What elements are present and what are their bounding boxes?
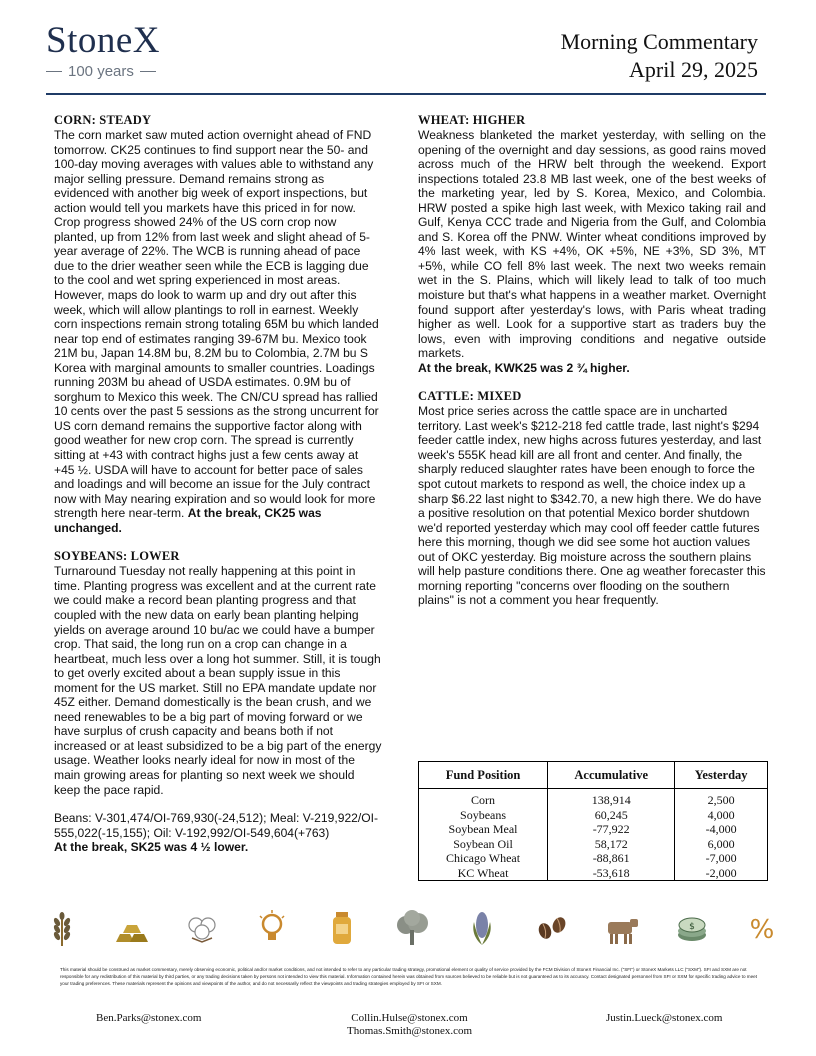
cattle-section-body: Most price series across the cattle space are in uncharted territory. Last week's $212-218 fed cattle trade, last night's $294 feeder cattle index, new highs across futures yesterday, and last week's 555K head kill are all front and center. And finally, the sharply reduced slaughter rates have been enough to force the spot cutout markets to respond as well, the choice index up a sharp $6.22 last night to $342.70, a new high there. We do have a positive resolution on that potential Mexico border shutdown we'd reported yesterday which may cool off feeder cattle futures here this morning, though we did see some hot auction values out of OKC yesterday. Big moisture across the southern plains will help pasture conditions there. One ag weather forecaster this morning reporting "concerns over flooding on the southern plains" is not a comment you hear frequently. [418, 404, 766, 608]
contact-email-center [347, 1012, 472, 1038]
wheat-section-title: WHEAT: HIGHER [418, 113, 526, 127]
coffee-beans-icon [532, 908, 572, 948]
table-cell-name: Soybean Meal [419, 822, 548, 837]
percent-icon [742, 908, 782, 948]
table-header-row [419, 762, 768, 789]
report-header [561, 28, 758, 84]
lightbulb-icon [252, 908, 292, 948]
table-cell-name: Soybeans [419, 808, 548, 823]
soybeans-section-title: SOYBEANS: LOWER [54, 549, 180, 564]
gold-bars-icon [112, 908, 152, 948]
corn-section-title: CORN: STEADY [54, 113, 152, 127]
header-divider [46, 93, 766, 95]
table-row [419, 851, 768, 866]
table-header-cell: Accumulative [548, 762, 675, 789]
cattle-icon [602, 908, 642, 948]
wheat-icon [42, 908, 82, 948]
wheat-section-body: Weakness blanketed the market yesterday, with selling on the opening of the overnight and day sessions, as good rains moved across much of the HRW belt through the weekend. Export inspections totaled 23.8 MB last week, one of the best weeks of the marketing year, led by S. Korea, Mexico, and Colombia. HRW posted a spike high last week, with Mexico taking rail and Gulf, Kenya CCC trade and Nigeria from the Gulf, and Colombia and S. Korea off the PNW. Winter wheat conditions improved by 4% last week, with KS +4%, OK +5%, NE +3%, SD 3%, MT +5%, while CO fell 8% last week. The next two weeks remain wet in the S. Plains, which will likely lead to talk of too much moisture but that's what happens in a weather market. Overnight found support after yesterday's lows, with Paris wheat trading higher as well. Look for a supportive start as traders buy the lows, even with improving conditions and negative outside markets. [418, 128, 766, 361]
soybeans-section-body: Turnaround Tuesday not really happening at this point in time. Planting progress was excellent and at the current rate we could make a record bean planting progress and that coupled with the new data on early bean planting helping yields on average around 10 bu/ac we could have a bumper crop. That said, the long run on a crop can change in a heartbeat, much less over a long hot summer. Still, it is tough to get overly excited about a bean supply issue in this moment for the US market. Still no EPA mandate update nor 45Z either. Demand domestically is the bean crush, and we need renewables to be a big part of moving forward or we have surplus of crush capacity and beans both if not increased or at least subsidized to be a big part of the energy usage. Weather looks nearly ideal for now in most of the main growing areas for planting so next week we should keep the pace rapid. [54, 564, 382, 797]
table-cell-accumulative: -53,618 [548, 866, 675, 881]
table-cell-name: Soybean Oil [419, 837, 548, 852]
report-date: April 29, 2025 [629, 57, 758, 82]
table-cell-yesterday: 2,500 [675, 789, 768, 808]
table-row [419, 789, 768, 808]
spacer [418, 375, 766, 389]
logo-tagline [46, 63, 160, 80]
contact-email-center-2[interactable]: Thomas.Smith@stonex.com [347, 1025, 473, 1037]
left-column [54, 113, 382, 855]
table-header-cell: Yesterday [675, 762, 768, 789]
table-cell-name: Corn [419, 789, 548, 808]
report-title: Morning Commentary [560, 29, 758, 54]
cotton-icon [182, 908, 222, 948]
table-cell-yesterday: -4,000 [675, 822, 768, 837]
honey-jar-icon [322, 908, 362, 948]
table-cell-accumulative: -77,922 [548, 822, 675, 837]
table-cell-accumulative: 60,245 [548, 808, 675, 823]
table-cell-name: KC Wheat [419, 866, 548, 881]
contact-email-center-1[interactable]: Collin.Hulse@stonex.com [351, 1012, 468, 1024]
soybeans-break-text: At the break, SK25 was 4 ½ lower. [54, 840, 249, 855]
table-cell-accumulative: -88,861 [548, 851, 675, 866]
spacer [54, 535, 382, 549]
table-cell-accumulative: 138,914 [548, 789, 675, 808]
table-row [419, 866, 768, 881]
table-cell-yesterday: -2,000 [675, 866, 768, 881]
logo-wordmark: StoneX [46, 20, 160, 61]
table-row [419, 837, 768, 852]
table-cell-yesterday: -7,000 [675, 851, 768, 866]
corn-body-text: The corn market saw muted action overnight ahead of FND tomorrow. CK25 continues to find support near the 50- and 100-day moving averages with values able to withstand any major selling pressure. Demand remains strong as evidenced with another big week of export inspections, but action would tell you markets have this priced in for now. Crop progress showed 24% of the US corn crop now planted, up from 12% from last week and slight ahead of 5-year average of 22%. The WCB is running ahead of pace due to the drier weather seen while the ECB is lagging due to the cool and wet spring experienced in most areas. However, maps do look to warm up and dry out after this week, which will allow plantings to roll in earnest. Weekly corn inspections remain strong totaling 65M bu which landed near top end of estimates ranging 39-67M bu. Mexico took 21M bu, Japan 14.8M bu, 8.2M bu to Colombia, 2.7M bu S Korea with marginal amounts to smaller countries. Loadings running 203M bu ahead of USDA estimates. 0.9M bu of sorghum to Mexico this week. The CN/CU spread has rallied 10 cents over the past 5 sessions as the strong uncurrent for US corn demand remains the supportive factor along with good weather for new crop corn. The spread is currently sitting at +43 with contract highs just a few cents away at +45 ½. USDA will have to account for better pace of sales and loadings and will become an issue for the July contract now with May nearing expiration and so would look for more strength here near-term. [54, 128, 379, 521]
contact-email-left[interactable]: Ben.Parks@stonex.com [96, 1012, 202, 1024]
svg-text:%: % [749, 915, 775, 945]
tagline-text: 100 years [68, 63, 134, 80]
table-cell-accumulative: 58,172 [548, 837, 675, 852]
stonex-logo [46, 22, 160, 80]
soybeans-oi-text: Beans: V-301,474/OI-769,930(-24,512); Meal: V-219,922/OI-555,022(-15,155); Oil: V-192,992/OI-549,604(+763) [54, 811, 379, 840]
table-row [419, 822, 768, 837]
corn-section-body [54, 128, 382, 535]
spacer [54, 797, 382, 811]
table-cell-yesterday: 4,000 [675, 808, 768, 823]
tagline-dash-left [46, 71, 62, 72]
cattle-section-title: CATTLE: MIXED [418, 389, 522, 404]
table-cell-yesterday: 6,000 [675, 837, 768, 852]
right-column [418, 113, 766, 608]
wheat-break-text: At the break, KWK25 was 2 ¾ higher. [418, 360, 630, 375]
corn-icon [462, 908, 502, 948]
corn-break-text: At the break, CK25 was unchanged. [54, 506, 322, 535]
contact-email-right[interactable]: Justin.Lueck@stonex.com [606, 1012, 723, 1024]
table-cell-name: Chicago Wheat [419, 851, 548, 866]
commodity-icon-strip [42, 905, 782, 951]
table-header-cell: Fund Position [419, 762, 548, 789]
tagline-dash-right [140, 71, 156, 72]
svg-text:$: $ [689, 922, 695, 932]
currency-icon [672, 908, 712, 948]
table-row [419, 808, 768, 823]
legal-disclaimer: This material should be construed as market commentary, merely observing economic, political and/or market conditions, and not intended to refer to any particular trading strategy, promotional element or quality of service provided by the FCM Division of StoneX Financial Inc. ("SFI") or StoneX Markets LLC ("SXM"). SFI and SXM are not responsible for any redistribution of this material by third parties, or any trading decisions taken by persons not intended to view this material. Information contained herein was obtained from sources believed to be reliable but is not guaranteed as to its accuracy. Contact designated personnel from SFI or SXM for specific trading advice to meet your trading preferences. These materials represent the opinions and viewpoints of the author, and do not necessarily reflect the viewpoints and trading strategies employed by SFI or SXM. [60, 967, 758, 986]
tree-icon [392, 908, 432, 948]
fund-position-table [418, 761, 768, 881]
